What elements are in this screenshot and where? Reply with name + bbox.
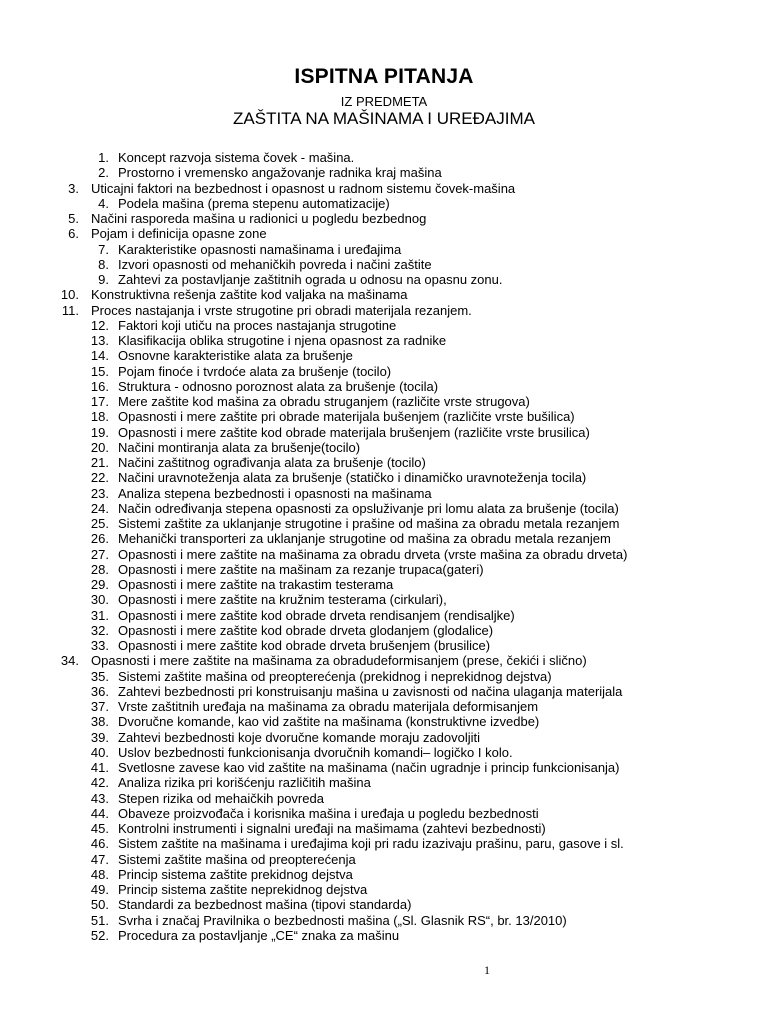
question-text: Načini uravnoteženja alata za brušenje (statičko i dinamičko uravnoteženja tocila): [118, 470, 587, 486]
question-item: [0, 165, 768, 180]
question-number: 45.: [90, 821, 109, 836]
question-number: 44.: [90, 805, 109, 821]
question-number: 27.: [90, 546, 109, 562]
question-item: [0, 577, 768, 592]
question-item: [0, 364, 768, 379]
question-text: Sistemi zaštite mašina od preopterećenja (prekidnog i neprekidnog dejstva): [118, 668, 552, 684]
question-item: [0, 791, 768, 806]
question-number: 13.: [90, 333, 109, 348]
question-number: 30.: [90, 592, 109, 608]
question-text: Opasnosti i mere zaštite na trakastim testerama: [118, 577, 394, 592]
question-item: [0, 440, 768, 455]
question-number: 14.: [90, 348, 109, 364]
question-item: [0, 196, 768, 211]
question-item: [0, 775, 768, 790]
question-number: 38.: [90, 714, 109, 730]
question-number: 3.: [68, 180, 79, 196]
question-item: [0, 348, 768, 363]
question-number: 42.: [90, 775, 109, 791]
question-text: Zahtevi za postavljanje zaštitnih ograda u odnosu na opasnu zonu.: [118, 272, 503, 287]
question-text: Opasnosti i mere zaštite na mašinama za obradudeformisanjem (prese, čekići i slično): [91, 653, 587, 669]
question-item: [0, 547, 768, 562]
question-text: Opasnosti i mere zaštite pri obrade materijala bušenjem (različite vrste bušilica): [118, 409, 575, 425]
question-text: Analiza rizika pri korišćenju različitih mašina: [118, 775, 371, 791]
question-text: Mere zaštite kod mašina za obradu struganjem (različite vrste strugova): [118, 394, 530, 409]
question-item: [0, 669, 768, 684]
question-item: [0, 287, 768, 302]
question-item: [0, 242, 768, 257]
question-text: Opasnosti i mere zaštite kod obrade drveta glodanjem (glodalice): [118, 622, 494, 638]
question-item: [0, 852, 768, 867]
question-text: Struktura - odnosno poroznost alata za brušenje (tocila): [118, 378, 439, 394]
question-item: [0, 653, 768, 668]
question-item: [0, 821, 768, 836]
question-text: Sistemi zaštite za uklanjanje strugotine i prašine od mašina za obradu metala rezanjem: [118, 516, 620, 531]
question-text: Osnovne karakteristike alata za brušenje: [118, 348, 353, 364]
question-text: Pojam finoće i tvrdoće alata za brušenje (tocilo): [118, 363, 392, 379]
question-number: 51.: [90, 912, 109, 928]
question-number: 28.: [90, 561, 109, 577]
question-text: Dvoručne komande, kao vid zaštite na mašinama (konstruktivne izvedbe): [118, 714, 540, 730]
question-item: [0, 409, 768, 424]
question-number: 29.: [90, 577, 109, 592]
question-item: [0, 592, 768, 607]
question-text: Zahtevi bezbednosti pri konstruisanju mašina u zavisnosti od načina ulaganja materijala: [118, 683, 623, 699]
question-number: 12.: [90, 317, 109, 333]
question-number: 39.: [90, 729, 109, 745]
question-number: 47.: [90, 851, 109, 867]
question-item: [0, 516, 768, 531]
question-item: [0, 257, 768, 272]
question-text: Uticajni faktori na bezbednost i opasnost u radnom sistemu čovek-mašina: [91, 180, 516, 196]
question-item: [0, 730, 768, 745]
question-list: [0, 150, 768, 943]
question-text: Prostorno i vremensko angažovanje radnika kraj mašina: [118, 165, 442, 181]
question-number: 10.: [60, 287, 79, 303]
question-text: Proces nastajanja i vrste strugotine pri obradi materijala rezanjem.: [91, 302, 472, 318]
question-number: 32.: [90, 622, 109, 638]
question-number: 5.: [68, 211, 79, 226]
question-number: 49.: [90, 882, 109, 897]
question-number: 43.: [90, 790, 109, 806]
question-number: 18.: [90, 409, 109, 425]
question-text: Svrha i značaj Pravilnika o bezbednosti mašina („Sl. Glasnik RS“, br. 13/2010): [118, 912, 567, 928]
question-number: 37.: [90, 699, 109, 714]
question-text: Obaveze proizvođača i korisnika mašina i uređaja u pogledu bezbednosti: [118, 805, 539, 821]
question-item: [0, 638, 768, 653]
question-item: [0, 882, 768, 897]
question-text: Opasnosti i mere zaštite kod obrade drveta rendisanjem (rendisaljke): [118, 607, 515, 623]
question-item: [0, 150, 768, 165]
question-text: Opasnosti i mere zaštite na kružnim testerama (cirkulari),: [118, 592, 447, 608]
question-item: [0, 562, 768, 577]
question-item: [0, 699, 768, 714]
question-text: Analiza stepena bezbednosti i opasnosti na mašinama: [118, 485, 432, 501]
question-number: 9.: [98, 272, 109, 287]
question-number: 48.: [90, 866, 109, 882]
question-text: Izvori opasnosti od mehaničkih povreda i načini zaštite: [118, 256, 432, 272]
question-text: Sistem zaštite na mašinama i uređajima koji pri radu izazivaju prašinu, paru, gasove i sl.: [118, 836, 624, 852]
question-text: Sistemi zaštite mašina od preopterećenja: [118, 851, 356, 867]
question-text: Opasnosti i mere zaštite na mašinam za rezanje trupaca(gateri): [118, 561, 484, 577]
question-item: [0, 303, 768, 318]
question-number: 16.: [90, 378, 109, 394]
question-item: [0, 272, 768, 287]
question-number: 50.: [90, 897, 109, 913]
question-text: Mehanički transporteri za uklanjanje strugotine od mašina za obradu metala rezanjem: [118, 531, 611, 547]
question-text: Karakteristike opasnosti namašinama i uređajima: [118, 241, 402, 257]
question-number: 19.: [90, 424, 109, 440]
question-item: [0, 836, 768, 851]
question-number: 22.: [90, 470, 109, 486]
question-number: 33.: [90, 638, 109, 653]
question-item: [0, 486, 768, 501]
question-number: 35.: [90, 668, 109, 684]
question-number: 25.: [90, 516, 109, 531]
question-number: 23.: [90, 485, 109, 501]
question-text: Opasnosti i mere zaštite kod obrade materijala brušenjem (različite vrste brusilica): [118, 424, 590, 440]
question-text: Kontrolni instrumenti i signalni uređaji na mašimama (zahtevi bezbednosti): [118, 821, 546, 836]
question-text: Opasnosti i mere zaštite na mašinama za obradu drveta (vrste mašina za obradu drveta): [118, 546, 628, 562]
question-text: Podela mašina (prema stepenu automatizacije): [118, 195, 390, 211]
question-item: [0, 714, 768, 729]
question-item: [0, 226, 768, 241]
question-number: 26.: [90, 531, 109, 547]
question-text: Konstruktivna rešenja zaštite kod valjaka na mašinama: [91, 287, 408, 303]
question-item: [0, 425, 768, 440]
question-text: Princip sistema zaštite prekidnog dejstva: [118, 866, 353, 882]
question-text: Svetlosne zavese kao vid zaštite na mašinama (način ugradnje i princip funkcionisanja): [118, 760, 620, 775]
question-number: 34.: [60, 653, 79, 669]
question-item: [0, 181, 768, 196]
question-text: Zahtevi bezbednosti koje dvoručne komande moraju zadovoljiti: [118, 729, 481, 745]
question-text: Princip sistema zaštite neprekidnog dejstva: [118, 882, 368, 897]
question-number: 4.: [98, 195, 109, 211]
question-text: Faktori koji utiču na proces nastajanja strugotine: [118, 317, 397, 333]
question-number: 7.: [98, 241, 109, 257]
question-item: [0, 928, 768, 943]
question-text: Stepen rizika od mehaičkih povreda: [118, 790, 324, 806]
question-item: [0, 913, 768, 928]
question-item: [0, 211, 768, 226]
question-number: 21.: [90, 455, 109, 470]
question-number: 46.: [90, 836, 109, 852]
question-text: Vrste zaštitnih uređaja na mašinama za obradu materijala deformisanjem: [118, 699, 539, 714]
question-item: [0, 806, 768, 821]
question-number: 41.: [90, 760, 109, 775]
question-item: [0, 684, 768, 699]
question-text: Standardi za bezbednost mašina (tipovi standarda): [118, 897, 412, 913]
question-number: 20.: [90, 439, 109, 455]
question-text: Načini zaštitnog ograđivanja alata za brušenje (tocilo): [118, 455, 426, 470]
question-item: [0, 531, 768, 546]
question-number: 52.: [90, 927, 109, 943]
question-item: [0, 455, 768, 470]
question-item: [0, 608, 768, 623]
document-subtitle: IZ PREDMETA: [340, 94, 428, 109]
document-subject: ZAŠTITA NA MAŠINAMA I UREĐAJIMA: [233, 109, 535, 128]
question-item: [0, 379, 768, 394]
question-item: [0, 760, 768, 775]
question-item: [0, 897, 768, 912]
question-item: [0, 333, 768, 348]
question-item: [0, 501, 768, 516]
question-text: Pojam i definicija opasne zone: [91, 226, 267, 242]
question-text: Načini rasporeda mašina u radionici u pogledu bezbednog: [91, 211, 427, 226]
question-number: 2.: [98, 165, 109, 181]
question-item: [0, 394, 768, 409]
question-number: 40.: [90, 744, 109, 760]
question-text: Koncept razvoja sistema čovek - mašina.: [118, 150, 355, 165]
question-item: [0, 623, 768, 638]
question-number: 11.: [61, 302, 79, 318]
page-number: 1: [484, 963, 490, 977]
question-text: Način određivanja stepena opasnosti za opsluživanje pri lomu alata za brušenje (tocila): [118, 500, 619, 516]
question-text: Načini montiranja alata za brušenje(tocilo): [118, 439, 361, 455]
question-item: [0, 867, 768, 882]
question-text: Uslov bezbednosti funkcionisanja dvoručnih komandi– logičko I kolo.: [118, 744, 513, 760]
document-title: ISPITNA PITANJA: [294, 65, 474, 88]
question-number: 15.: [90, 363, 109, 379]
question-number: 8.: [98, 256, 109, 272]
question-number: 1.: [98, 150, 109, 165]
question-number: 6.: [68, 226, 79, 242]
question-number: 31.: [90, 607, 109, 623]
question-text: Procedura za postavljanje „CE“ znaka za mašinu: [118, 927, 400, 943]
question-number: 36.: [90, 683, 109, 699]
question-text: Opasnosti i mere zaštite kod obrade drveta brušenjem (brusilice): [118, 638, 491, 653]
question-item: [0, 318, 768, 333]
question-number: 17.: [90, 394, 109, 409]
question-number: 24.: [90, 500, 109, 516]
question-item: [0, 745, 768, 760]
question-item: [0, 470, 768, 485]
question-text: Klasifikacija oblika strugotine i njena opasnost za radnike: [118, 333, 447, 348]
